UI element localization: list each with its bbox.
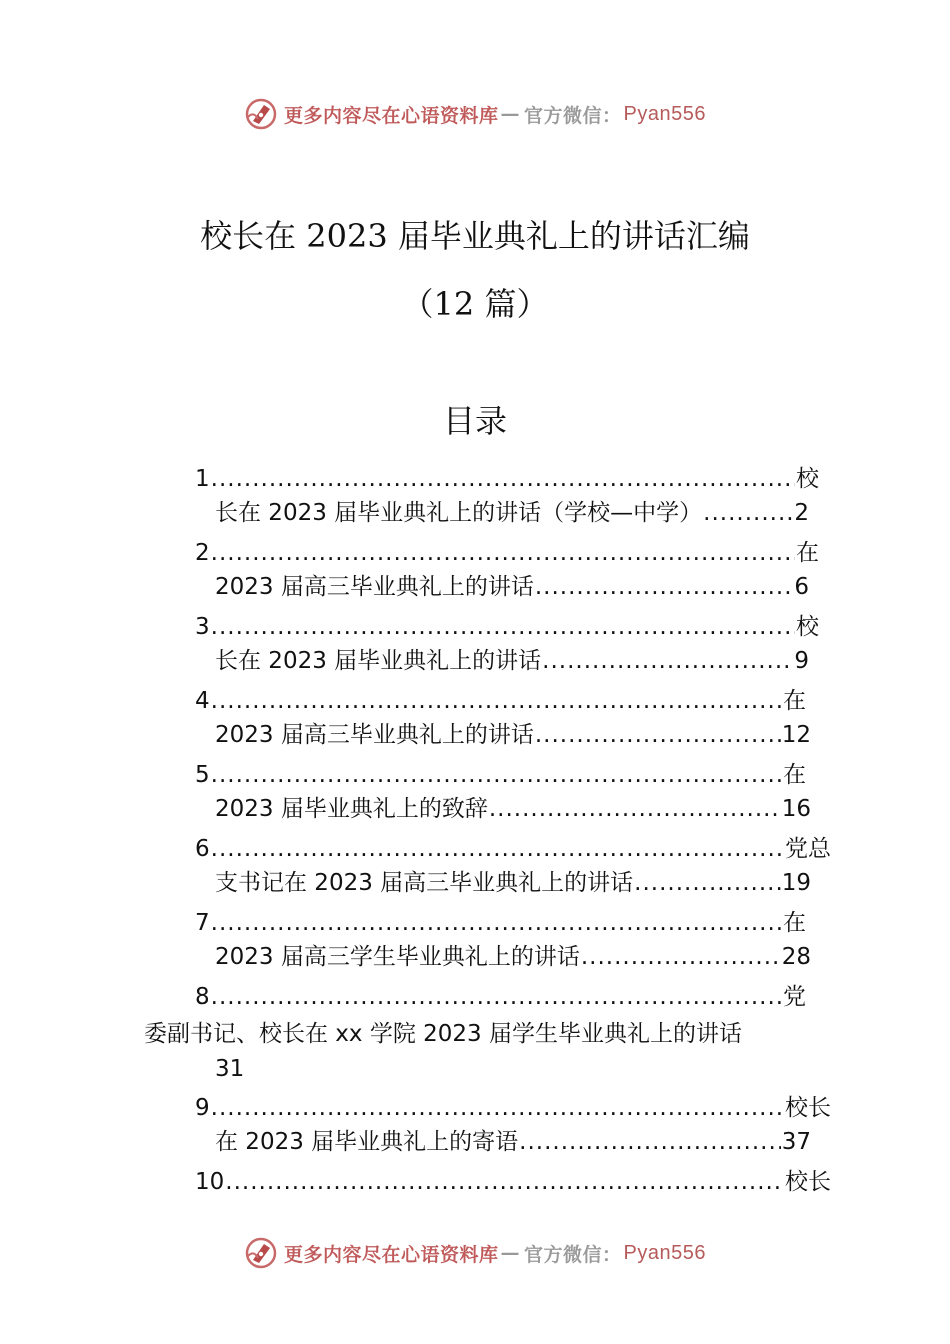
toc-entry-text: 委副书记、校长在 xx 学院 2023 届学生毕业典礼上的讲话	[144, 1021, 742, 1047]
toc-entry-text: 在	[796, 540, 819, 566]
toc-entry-text: 2023 届高三毕业典礼上的讲话	[215, 722, 534, 748]
toc-entry-5-line2[interactable]	[215, 793, 811, 825]
toc-entry-number: 3	[195, 614, 210, 640]
footer-watermark	[0, 1236, 950, 1270]
document-subtitle: （12 篇）	[401, 285, 549, 323]
header-watermark	[0, 97, 950, 131]
toc-entry-text: 长在 2023 届毕业典礼上的讲话	[215, 648, 542, 674]
toc-heading: 目录	[442, 402, 507, 440]
toc-entry-8-line1[interactable]	[195, 981, 806, 1013]
toc-entry-text: 2023 届毕业典礼上的致辞	[215, 796, 488, 822]
toc-entry-text: 党总	[785, 836, 831, 862]
toc-entry-text: 校长	[785, 1095, 831, 1121]
toc-page-number: 37	[781, 1129, 811, 1155]
toc-page-number: 9	[794, 648, 809, 674]
toc-leader	[703, 497, 793, 529]
toc-entry-number: 1	[195, 466, 210, 492]
toc-page-number: 16	[781, 796, 811, 822]
toc-entry-text: 校	[796, 614, 819, 640]
toc-entry-6-line2[interactable]	[215, 867, 811, 899]
toc-page-number: 2	[794, 500, 809, 526]
toc-leader	[211, 981, 782, 1013]
toc-page-number: 6	[794, 574, 809, 600]
toc-page-number: 31	[215, 1056, 245, 1082]
watermark-separator: —	[500, 1242, 521, 1264]
pen-nib-logo-icon	[244, 97, 278, 131]
toc-entry-text: 长在 2023 届毕业典礼上的讲话（学校—中学）	[215, 500, 703, 526]
toc-page-number: 19	[781, 870, 811, 896]
toc-entry-text: 在	[783, 910, 806, 936]
toc-entry-text: 党	[783, 984, 806, 1010]
toc-entry-text: 在	[783, 762, 806, 788]
toc-leader	[581, 941, 781, 973]
toc-leader	[489, 793, 781, 825]
toc-entry-number: 6	[195, 836, 210, 862]
toc-leader	[211, 833, 784, 865]
toc-leader	[211, 463, 795, 495]
toc-entry-number: 2	[195, 540, 210, 566]
toc-entry-text: 校长	[785, 1169, 831, 1195]
toc-entry-text: 在	[783, 688, 806, 714]
toc-entry-9-line1[interactable]	[195, 1092, 831, 1124]
toc-entry-text: 在 2023 届毕业典礼上的寄语	[215, 1129, 519, 1155]
toc-leader	[211, 611, 795, 643]
document-title: 校长在 2023 届毕业典礼上的讲话汇编	[200, 217, 750, 255]
toc-entry-number: 4	[195, 688, 210, 714]
toc-entry-4-line1[interactable]	[195, 685, 806, 717]
toc-leader	[211, 1092, 784, 1124]
toc-entry-3-line1[interactable]	[195, 611, 819, 643]
watermark-wechat-id: Pyan556	[623, 102, 706, 125]
toc-leader	[535, 571, 794, 603]
toc-leader	[542, 645, 793, 677]
toc-entry-2-line2[interactable]	[215, 571, 809, 603]
toc-entry-5-line1[interactable]	[195, 759, 806, 791]
toc-entry-1-line2[interactable]	[215, 497, 809, 529]
toc-entry-text: 2023 届高三学生毕业典礼上的讲话	[215, 944, 580, 970]
toc-entry-8-line3[interactable]	[215, 1053, 244, 1085]
toc-entry-8-line2[interactable]	[144, 1018, 742, 1050]
toc-leader	[211, 685, 782, 717]
toc-entry-number: 10	[195, 1169, 225, 1195]
toc-entry-text: 2023 届高三毕业典礼上的讲话	[215, 574, 534, 600]
toc-entry-2-line1[interactable]	[195, 537, 819, 569]
toc-entry-7-line2[interactable]	[215, 941, 811, 973]
watermark-text: 更多内容尽在心语资料库	[284, 104, 499, 127]
toc-leader	[211, 759, 782, 791]
watermark-separator: —	[500, 103, 521, 125]
toc-entry-number: 9	[195, 1095, 210, 1121]
toc-leader	[519, 1126, 781, 1158]
pen-nib-logo-icon	[244, 1236, 278, 1270]
watermark-text: 更多内容尽在心语资料库	[284, 1243, 499, 1266]
toc-entry-3-line2[interactable]	[215, 645, 809, 677]
toc-leader	[634, 867, 781, 899]
toc-entry-10-line1[interactable]	[195, 1166, 831, 1198]
watermark-wechat-id: Pyan556	[623, 1241, 706, 1264]
toc-entry-number: 5	[195, 762, 210, 788]
toc-leader	[211, 907, 782, 939]
toc-entry-text: 校	[796, 466, 819, 492]
toc-leader	[535, 719, 781, 751]
toc-page-number: 12	[781, 722, 811, 748]
toc-entry-6-line1[interactable]	[195, 833, 831, 865]
toc-page-number: 28	[781, 944, 811, 970]
toc-entry-number: 7	[195, 910, 210, 936]
toc-leader	[211, 537, 795, 569]
toc-entry-7-line1[interactable]	[195, 907, 806, 939]
toc-entry-1-line1[interactable]	[195, 463, 819, 495]
watermark-label: 官方微信：	[524, 1243, 622, 1266]
toc-entry-4-line2[interactable]	[215, 719, 811, 751]
toc-entry-number: 8	[195, 984, 210, 1010]
toc-leader	[225, 1166, 784, 1198]
toc-entry-text: 支书记在 2023 届高三毕业典礼上的讲话	[215, 870, 634, 896]
toc-entry-9-line2[interactable]	[215, 1126, 811, 1158]
watermark-label: 官方微信：	[524, 104, 622, 127]
